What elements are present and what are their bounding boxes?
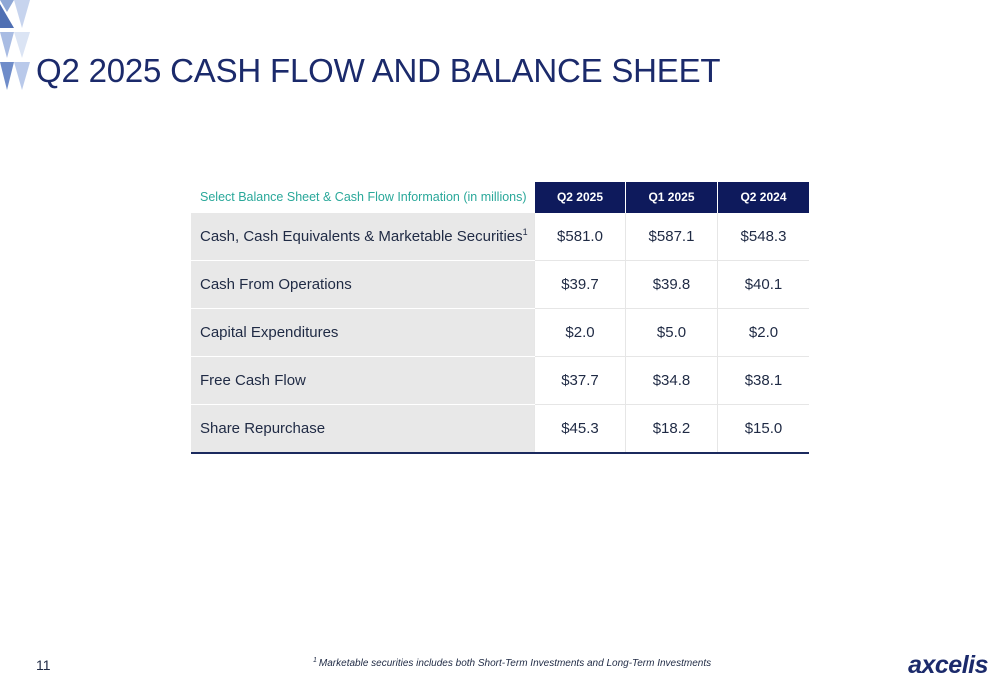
table-cell: $37.7 xyxy=(535,357,626,405)
table-cell: $5.0 xyxy=(626,309,718,357)
table-caption: Select Balance Sheet & Cash Flow Information (in millions) xyxy=(191,182,535,213)
table-row-share-repurchase xyxy=(191,405,809,454)
page-title: Q2 2025 CASH FLOW AND BALANCE SHEET xyxy=(36,52,721,89)
column-header-q2-2025: Q2 2025 xyxy=(535,182,626,213)
column-header-q1-2025: Q1 2025 xyxy=(626,182,718,213)
row-label: Capital Expenditures xyxy=(191,309,535,357)
corner-triangle-decoration xyxy=(0,0,30,95)
row-label-text: Cash, Cash Equivalents & Marketable Securities xyxy=(200,228,523,245)
table-cell: $18.2 xyxy=(626,405,718,454)
row-label xyxy=(191,213,535,261)
table-cell: $15.0 xyxy=(718,405,810,454)
table-cell: $45.3 xyxy=(535,405,626,454)
table-row-cash-equivalents xyxy=(191,213,809,261)
table-cell: $548.3 xyxy=(718,213,810,261)
row-label: Cash From Operations xyxy=(191,261,535,309)
table-cell: $2.0 xyxy=(718,309,810,357)
table-cell: $581.0 xyxy=(535,213,626,261)
column-header-q2-2024: Q2 2024 xyxy=(718,182,810,213)
row-label: Free Cash Flow xyxy=(191,357,535,405)
footnote-marker: 1 xyxy=(522,227,528,237)
table-header-row xyxy=(191,182,809,213)
table-cell: $40.1 xyxy=(718,261,810,309)
table-cell: $2.0 xyxy=(535,309,626,357)
table-row-cash-from-operations xyxy=(191,261,809,309)
footnote xyxy=(313,658,711,669)
company-logo: axcelis xyxy=(908,651,988,679)
table-cell: $587.1 xyxy=(626,213,718,261)
footnote-marker: 1 xyxy=(313,657,317,664)
table-cell: $34.8 xyxy=(626,357,718,405)
row-label: Share Repurchase xyxy=(191,405,535,454)
page-number: 11 xyxy=(36,657,51,673)
table-row-free-cash-flow xyxy=(191,357,809,405)
footnote-text: Marketable securities includes both Short-Term Investments and Long-Term Investments xyxy=(318,658,712,669)
table-cell: $39.7 xyxy=(535,261,626,309)
table-cell: $39.8 xyxy=(626,261,718,309)
financial-summary-table xyxy=(191,182,809,454)
table-row-capital-expenditures xyxy=(191,309,809,357)
table-cell: $38.1 xyxy=(718,357,810,405)
